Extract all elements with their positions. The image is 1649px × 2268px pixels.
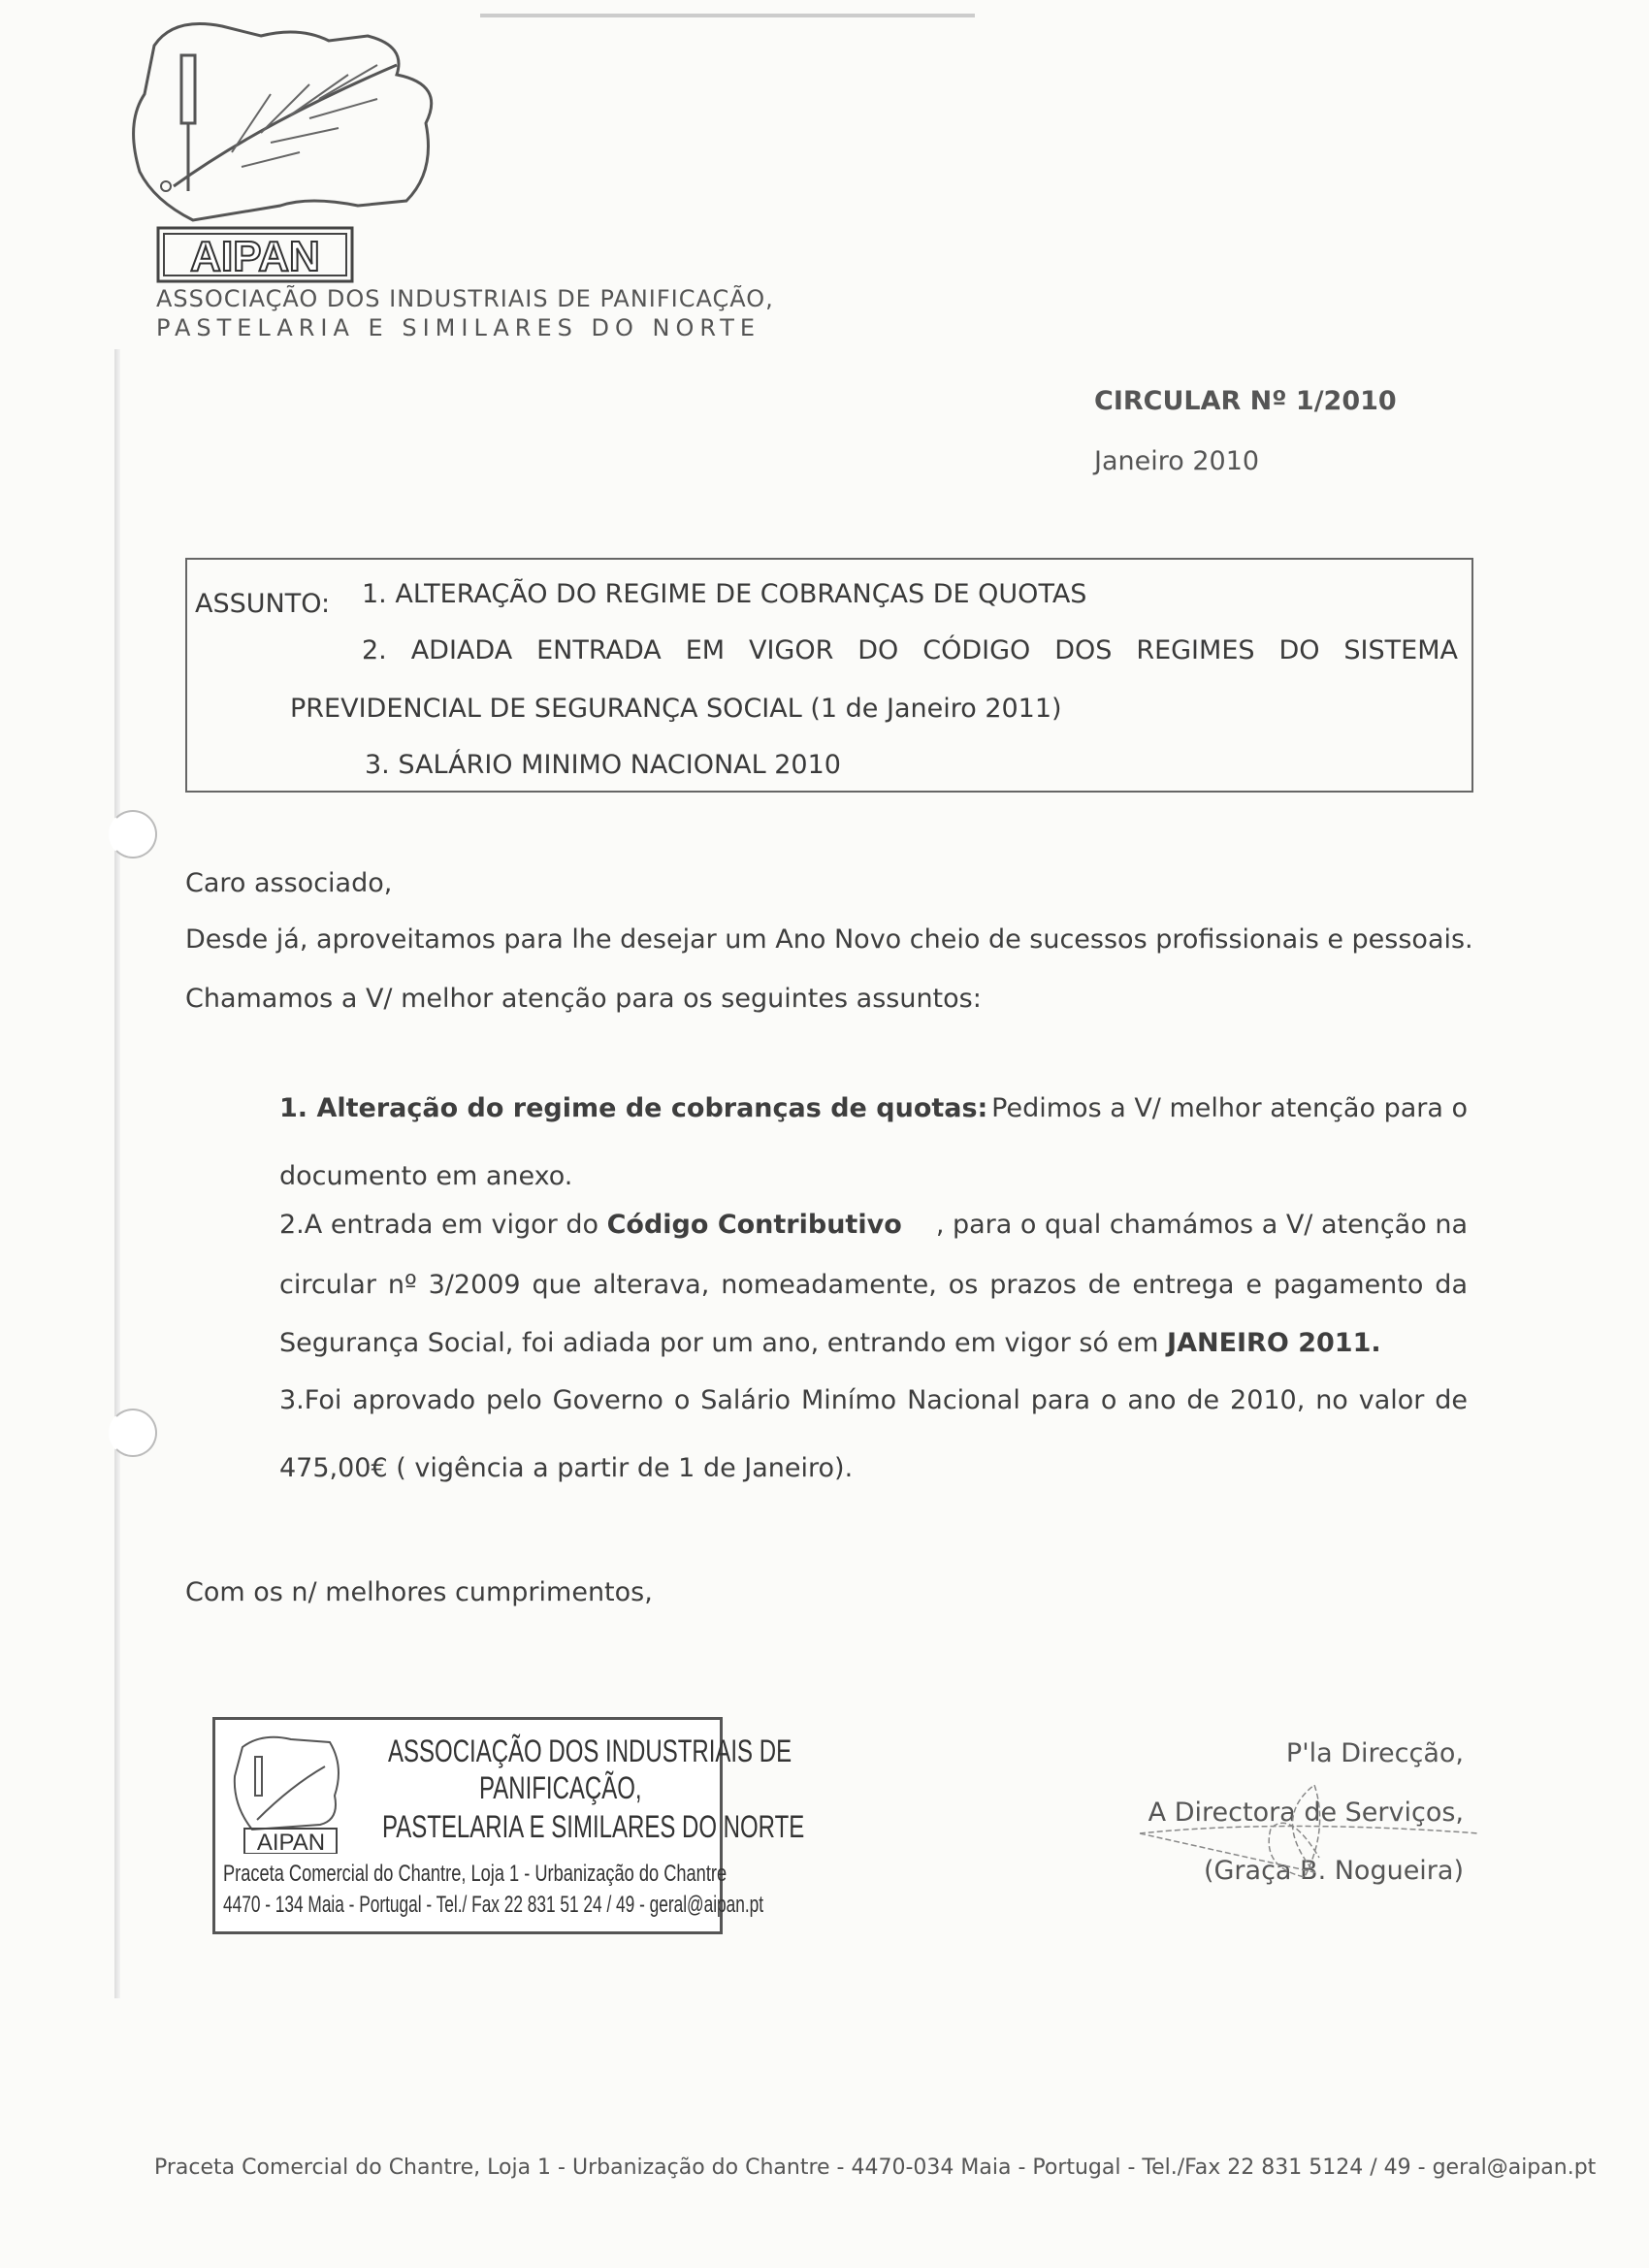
p1-text: Pedimos a V/ melhor atenção para o (991, 1093, 1468, 1123)
signature-line3: (Graça B. Nogueira) (1203, 1856, 1464, 1886)
word: CÓDIGO (922, 635, 1031, 665)
paragraph-1 (279, 1093, 1468, 1123)
subject-item-3: 3. SALÁRIO MINIMO NACIONAL 2010 (365, 750, 841, 780)
paragraph-3-cont: 475,00€ ( vigência a partir de 1 de Janeiro). (279, 1453, 854, 1483)
p2-bold: Código Contributivo (606, 1210, 902, 1240)
scan-edge (114, 349, 120, 1998)
paragraph-2 (279, 1210, 1468, 1240)
word: REGIMES (1136, 635, 1255, 665)
handwritten-signature (1135, 1761, 1484, 1896)
attention: Chamamos a V/ melhor atenção para os seguintes assuntos: (185, 984, 982, 1014)
punch-hole (109, 810, 157, 859)
association-name-line1: ASSOCIAÇÃO DOS INDUSTRIAIS DE PANIFICAÇÃO, (156, 285, 774, 312)
stamp-line1: ASSOCIAÇÃO DOS INDUSTRIAIS DE (388, 1733, 792, 1768)
p1-heading: 1. Alteração do regime de cobranças de quotas: (279, 1093, 988, 1123)
p2-text2: , para o qual chamámos a V/ atenção na (935, 1210, 1468, 1240)
word: EM (685, 635, 726, 665)
word: DO (1278, 635, 1320, 665)
paragraph-2-line2: circular nº 3/2009 que alterava, nomeadamente, os prazos de entrega e pagamento da (279, 1270, 1468, 1300)
stamp-line3: PASTELARIA E SIMILARES DO NORTE (382, 1809, 805, 1844)
aipan-logo (115, 7, 465, 283)
stamp-address2: 4470 - 134 Maia - Portugal - Tel./ Fax 22 831 51 24 / 49 - geral@aipan.pt (223, 1892, 764, 1918)
subject-item-1: 1. ALTERAÇÃO DO REGIME DE COBRANÇAS DE QUOTAS (362, 579, 1087, 609)
stamp-line2: PANIFICAÇÃO, (479, 1770, 642, 1805)
stamp-logo (223, 1728, 349, 1854)
word: DO (857, 635, 899, 665)
p2-date: JANEIRO 2011. (1167, 1328, 1381, 1358)
punch-hole (109, 1409, 157, 1457)
subject-box (185, 558, 1473, 793)
subject-label: ASSUNTO: (195, 589, 331, 619)
word: DOS (1054, 635, 1113, 665)
paragraph-3: 3.Foi aprovado pelo Governo o Salário Minímo Nacional para o ano de 2010, no valor de (279, 1385, 1468, 1415)
word: ENTRADA (536, 635, 662, 665)
subject-item-2-cont: PREVIDENCIAL DE SEGURANÇA SOCIAL (1 de Janeiro 2011) (290, 694, 1062, 724)
intro: Desde já, aproveitamos para lhe desejar um Ano Novo cheio de sucessos profissionais e pessoais. (185, 924, 1473, 955)
subject-item-2 (362, 635, 1458, 665)
word: VIGOR (748, 635, 834, 665)
scan-artifact (480, 14, 975, 17)
footer-address: Praceta Comercial do Chantre, Loja 1 - Urbanização do Chantre - 4470-034 Maia - Portugal - Tel./Fax 22 831 5124 / 49 - geral@aipan.pt (154, 2155, 1597, 2180)
word: ADIADA (410, 635, 513, 665)
paragraph-2-line3 (279, 1328, 1381, 1358)
p2-line3: Segurança Social, foi adiada por um ano, entrando em vigor só em (279, 1328, 1168, 1358)
association-name-line2: PASTELARIA E SIMILARES DO NORTE (156, 314, 761, 341)
logo-text: AIPAN (190, 233, 320, 280)
greeting: Caro associado, (185, 868, 393, 898)
association-stamp (212, 1717, 805, 1934)
circular-date: Janeiro 2010 (1094, 446, 1260, 476)
paragraph-1-cont: documento em anexo. (279, 1161, 573, 1191)
stamp-address1: Praceta Comercial do Chantre, Loja 1 - Urbanização do Chantre (223, 1861, 728, 1887)
word: SISTEMA (1343, 635, 1458, 665)
signature-line1: P'la Direcção, (1285, 1738, 1464, 1768)
word: 2. (362, 635, 387, 665)
stamp-logo-text: AIPAN (256, 1830, 326, 1854)
circular-number: CIRCULAR Nº 1/2010 (1094, 386, 1397, 416)
p2-text: 2.A entrada em vigor do (279, 1210, 607, 1240)
closing: Com os n/ melhores cumprimentos, (185, 1577, 653, 1607)
signature-line2: A Directora de Serviços, (1148, 1798, 1464, 1828)
